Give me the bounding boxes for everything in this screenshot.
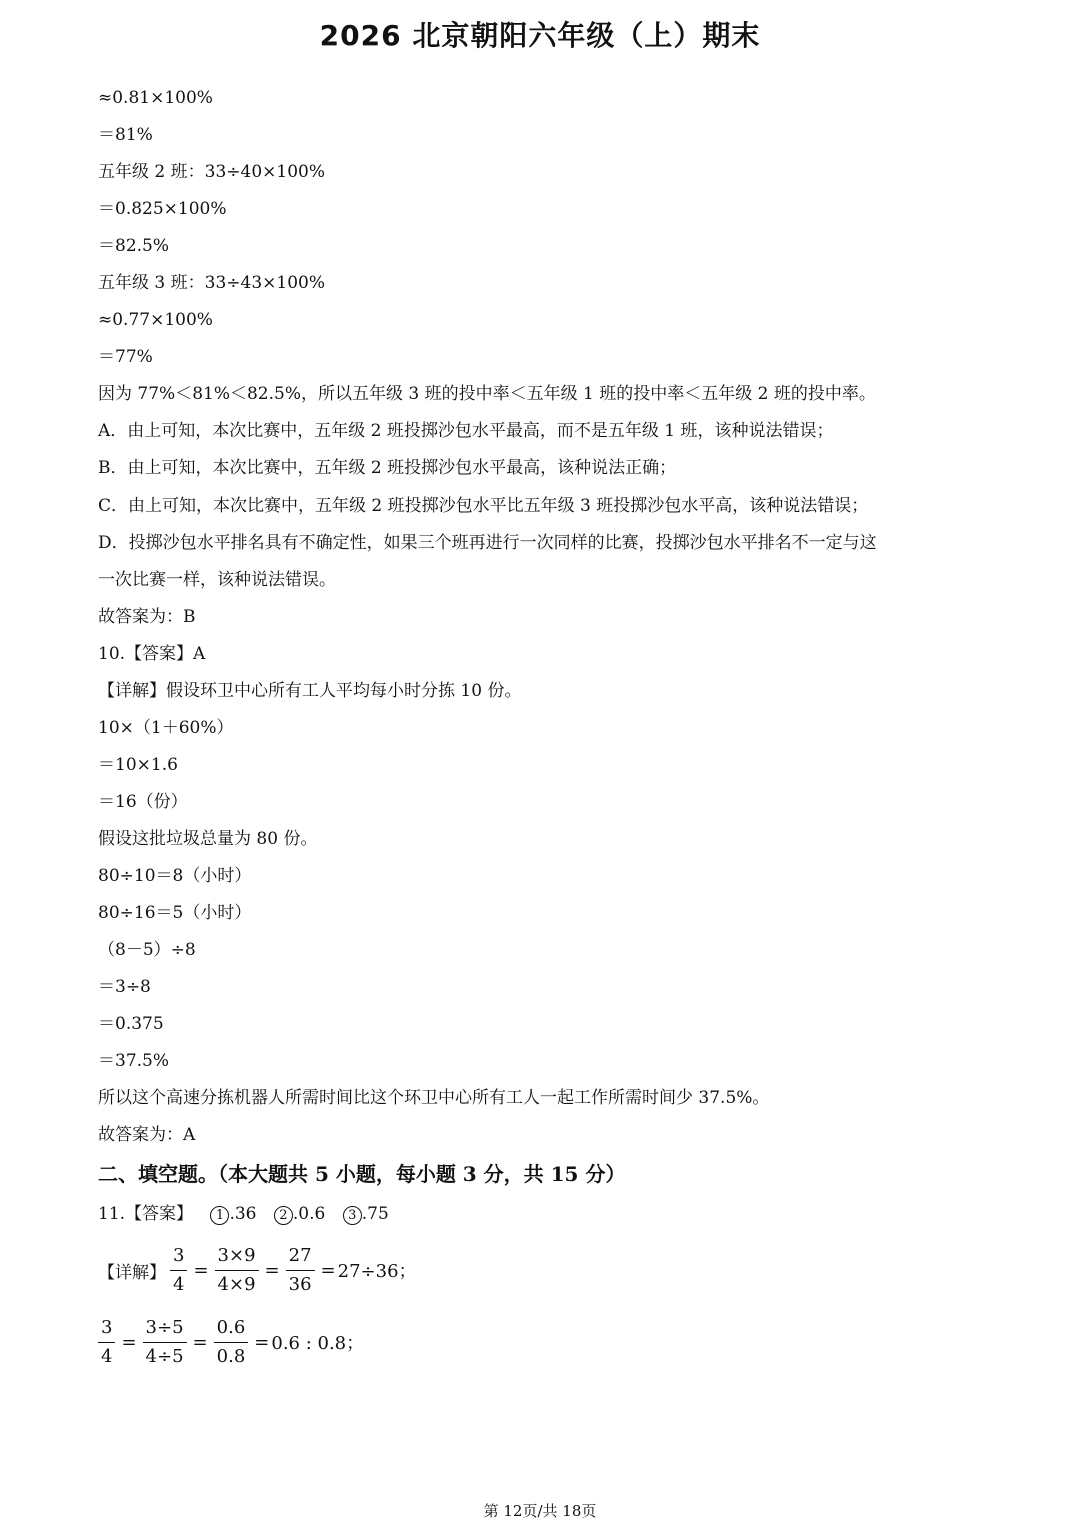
equals-sign: =	[121, 1331, 137, 1353]
text-line: 故答案为：B	[98, 606, 196, 627]
text-line: ＝16（份）	[98, 791, 188, 812]
text-line: ＝0.825×100%	[98, 199, 227, 220]
fraction-denominator: 4	[101, 1345, 113, 1367]
q11-answer-prefix: 11.【答案】	[98, 1204, 194, 1225]
text-line: 10×（1＋60%）	[98, 717, 234, 738]
equation-tail: 27÷36；	[337, 1261, 417, 1283]
text-line: ＝0.375	[98, 1014, 164, 1035]
text-line: ＝82.5%	[98, 236, 170, 257]
fraction-denominator: 4	[173, 1273, 185, 1295]
circled-number: 2	[274, 1206, 293, 1225]
text-line: C．由上可知，本次比赛中，五年级 2 班投掷沙包水平比五年级 3 班投掷沙包水平高，该种说法错误；	[98, 495, 869, 516]
equals-sign: =	[193, 1259, 209, 1281]
text-line: ≈0.77×100%	[98, 310, 213, 331]
circled-number: 1	[210, 1206, 229, 1225]
fraction	[170, 1244, 187, 1297]
fraction	[98, 1316, 115, 1369]
fraction-numerator: 27	[286, 1244, 315, 1271]
fraction-numerator: 3÷5	[143, 1316, 187, 1343]
equation-tail: 0.6 : 0.8；	[271, 1333, 365, 1355]
equals-sign: =	[320, 1259, 336, 1281]
fraction-denominator: 36	[288, 1273, 312, 1295]
fraction	[143, 1316, 187, 1369]
page-title: 2026 北京朝阳六年级（上）期末	[319, 19, 761, 52]
text-line: 因为 77%＜81%＜82.5%，所以五年级 3 班的投中率＜五年级 1 班的投中率＜五年级 2 班的投中率。	[98, 384, 876, 405]
text-line: 【详解】假设环卫中心所有工人平均每小时分拣 10 份。	[98, 680, 522, 701]
text-line: 五年级 2 班：33÷40×100%	[98, 162, 325, 183]
text-line: ＝10×1.6	[98, 754, 178, 775]
text-line: B．由上可知，本次比赛中，五年级 2 班投掷沙包水平最高，该种说法正确；	[98, 458, 677, 479]
answer-value: .36	[229, 1204, 257, 1225]
text-line: ＝77%	[98, 347, 153, 368]
text-line: 80÷16＝5（小时）	[98, 903, 252, 924]
text-line: 一次比赛一样，该种说法错误。	[98, 569, 336, 590]
text-line: 假设这批垃圾总量为 80 份。	[98, 828, 318, 849]
text-line: 所以这个高速分拣机器人所需时间比这个环卫中心所有工人一起工作所需时间少 37.5%。	[98, 1088, 770, 1109]
text-line: 80÷10＝8（小时）	[98, 865, 252, 886]
text-line: ＝3÷8	[98, 977, 151, 998]
fraction-numerator: 3	[170, 1244, 187, 1271]
document-body	[98, 80, 998, 1375]
fraction-denominator: 0.8	[216, 1345, 246, 1367]
math-equation-1	[98, 1237, 998, 1303]
page-number: 第 12页/共 18页	[483, 1502, 597, 1520]
fraction-numerator: 3×9	[215, 1244, 259, 1271]
text-line: （8－5）÷8	[98, 940, 196, 961]
circled-number: 3	[343, 1206, 362, 1225]
text-line: 10.【答案】A	[98, 643, 206, 664]
q11-answer-line	[98, 1196, 998, 1233]
solution-lines	[98, 80, 998, 1154]
equals-sign: =	[192, 1331, 208, 1353]
text-line: ＝81%	[98, 125, 153, 146]
answer-value: .0.6	[292, 1204, 326, 1225]
math-equation-2	[98, 1309, 998, 1375]
text-line: ＝37.5%	[98, 1051, 170, 1072]
detail-prefix: 【详解】	[98, 1262, 166, 1283]
answer-value: .75	[361, 1204, 389, 1225]
text-line: 五年级 3 班：33÷43×100%	[98, 273, 325, 294]
fraction	[214, 1316, 249, 1369]
fraction-denominator: 4÷5	[145, 1345, 184, 1367]
fraction	[215, 1244, 259, 1297]
equals-sign: =	[254, 1331, 270, 1353]
fraction-numerator: 0.6	[214, 1316, 249, 1343]
text-line: 故答案为：A	[98, 1125, 196, 1146]
fraction-denominator: 4×9	[217, 1273, 256, 1295]
text-line: ≈0.81×100%	[98, 88, 213, 108]
fraction	[286, 1244, 315, 1297]
equals-sign: =	[264, 1259, 280, 1281]
text-line: A．由上可知，本次比赛中，五年级 2 班投掷沙包水平最高，而不是五年级 1 班，该种说法错误；	[98, 421, 834, 442]
text-line: D．投掷沙包水平排名具有不确定性，如果三个班再进行一次同样的比赛，投掷沙包水平排名不一定与这	[98, 532, 877, 553]
section-heading: 二、填空题。（本大题共 5 小题，每小题 3 分，共 15 分）	[98, 1162, 626, 1187]
fraction-numerator: 3	[98, 1316, 115, 1343]
